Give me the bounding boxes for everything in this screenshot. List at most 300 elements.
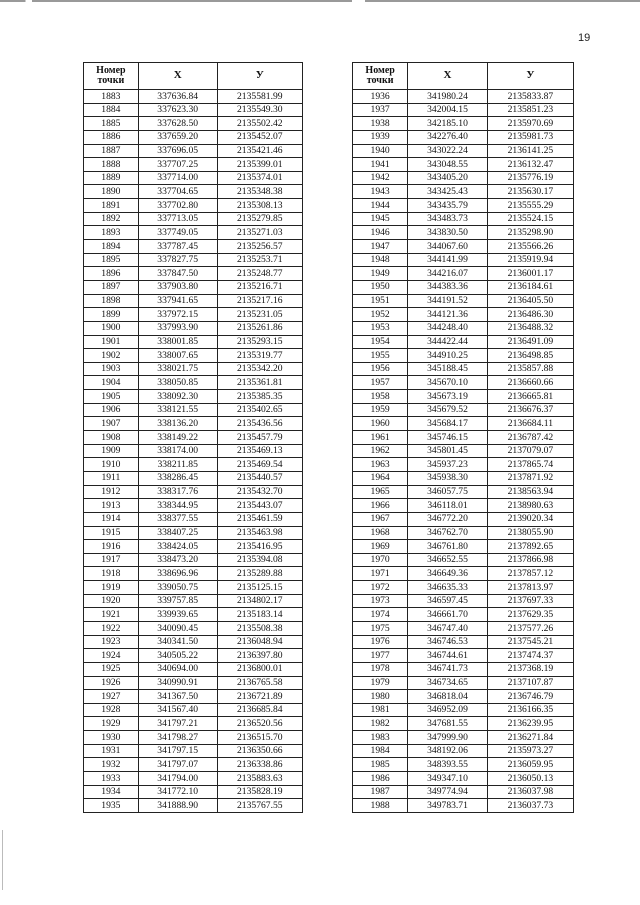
y-coordinate-cell: 2139020.34 (487, 512, 573, 526)
point-number-cell: 1901 (84, 335, 139, 349)
y-coordinate-cell: 2135508.38 (217, 621, 302, 635)
table-row (84, 308, 303, 322)
table-row (353, 158, 574, 172)
y-coordinate-cell: 2136800.01 (217, 662, 302, 676)
table-header-row (353, 63, 574, 90)
x-coordinate-cell: 340990.91 (138, 676, 217, 690)
header-x: Х (408, 63, 488, 90)
x-coordinate-cell: 344067.60 (408, 240, 488, 254)
y-coordinate-cell: 2135457.79 (217, 431, 302, 445)
table-row (353, 103, 574, 117)
point-number-cell: 1983 (353, 731, 408, 745)
point-number-cell: 1985 (353, 758, 408, 772)
point-number-cell: 1961 (353, 431, 408, 445)
x-coordinate-cell: 346661.70 (408, 608, 488, 622)
point-number-cell: 1950 (353, 280, 408, 294)
y-coordinate-cell: 2135293.15 (217, 335, 302, 349)
y-coordinate-cell: 2135549.30 (217, 103, 302, 117)
point-number-cell: 1929 (84, 717, 139, 731)
point-number-cell: 1905 (84, 390, 139, 404)
table-row (84, 662, 303, 676)
point-number-cell: 1893 (84, 226, 139, 240)
point-number-cell: 1974 (353, 608, 408, 622)
table-row (353, 594, 574, 608)
y-coordinate-cell: 2135374.01 (217, 171, 302, 185)
point-number-cell: 1984 (353, 744, 408, 758)
table-row (84, 403, 303, 417)
y-coordinate-cell: 2135469.54 (217, 458, 302, 472)
table-row (353, 417, 574, 431)
table-row (353, 717, 574, 731)
y-coordinate-cell: 2135436.56 (217, 417, 302, 431)
x-coordinate-cell: 339050.75 (138, 581, 217, 595)
x-coordinate-cell: 337636.84 (138, 90, 217, 104)
y-coordinate-cell: 2135981.73 (487, 130, 573, 144)
x-coordinate-cell: 338317.76 (138, 485, 217, 499)
point-number-cell: 1898 (84, 294, 139, 308)
point-number-cell: 1888 (84, 158, 139, 172)
y-coordinate-cell: 2135524.15 (487, 212, 573, 226)
table-row (84, 581, 303, 595)
table-row (353, 308, 574, 322)
table-row (84, 526, 303, 540)
table-row (84, 717, 303, 731)
table-row (84, 594, 303, 608)
x-coordinate-cell: 346762.70 (408, 526, 488, 540)
y-coordinate-cell: 2135566.26 (487, 240, 573, 254)
x-coordinate-cell: 345684.17 (408, 417, 488, 431)
point-number-cell: 1924 (84, 649, 139, 663)
table-row (84, 103, 303, 117)
y-coordinate-cell: 2138980.63 (487, 499, 573, 513)
y-coordinate-cell: 2134802.17 (217, 594, 302, 608)
x-coordinate-cell: 344121.36 (408, 308, 488, 322)
point-number-cell: 1971 (353, 567, 408, 581)
point-number-cell: 1959 (353, 403, 408, 417)
table-row (353, 758, 574, 772)
x-coordinate-cell: 345188.45 (408, 362, 488, 376)
table-row (353, 144, 574, 158)
x-coordinate-cell: 341888.90 (138, 799, 217, 813)
table-row (84, 444, 303, 458)
y-coordinate-cell: 2135289.88 (217, 567, 302, 581)
table-row (84, 458, 303, 472)
header-point-line2: точки (97, 75, 125, 86)
y-coordinate-cell: 2135216.71 (217, 280, 302, 294)
y-coordinate-cell: 2135555.29 (487, 199, 573, 213)
x-coordinate-cell: 344216.07 (408, 267, 488, 281)
y-coordinate-cell: 2136491.09 (487, 335, 573, 349)
point-number-cell: 1964 (353, 471, 408, 485)
point-number-cell: 1969 (353, 540, 408, 554)
x-coordinate-cell: 344248.40 (408, 321, 488, 335)
x-coordinate-cell: 345746.15 (408, 431, 488, 445)
table-row (84, 280, 303, 294)
header-point-line2: точки (366, 75, 394, 86)
x-coordinate-cell: 346818.04 (408, 690, 488, 704)
x-coordinate-cell: 337696.05 (138, 144, 217, 158)
y-coordinate-cell: 2137813.97 (487, 581, 573, 595)
table-row (84, 471, 303, 485)
y-coordinate-cell: 2136271.84 (487, 731, 573, 745)
table-row (353, 199, 574, 213)
point-number-cell: 1918 (84, 567, 139, 581)
point-number-cell: 1975 (353, 621, 408, 635)
table-row (353, 185, 574, 199)
x-coordinate-cell: 348192.06 (408, 744, 488, 758)
table-row (353, 240, 574, 254)
x-coordinate-cell: 337623.30 (138, 103, 217, 117)
point-number-cell: 1900 (84, 321, 139, 335)
table-row (84, 185, 303, 199)
table-row (353, 621, 574, 635)
x-coordinate-cell: 341798.27 (138, 731, 217, 745)
point-number-cell: 1887 (84, 144, 139, 158)
y-coordinate-cell: 2135253.71 (217, 253, 302, 267)
x-coordinate-cell: 346649.36 (408, 567, 488, 581)
y-coordinate-cell: 2135183.14 (217, 608, 302, 622)
table-row (353, 171, 574, 185)
x-coordinate-cell: 337993.90 (138, 321, 217, 335)
y-coordinate-cell: 2135776.19 (487, 171, 573, 185)
table-row (353, 703, 574, 717)
table-row (84, 485, 303, 499)
y-coordinate-cell: 2135402.65 (217, 403, 302, 417)
header-x: Х (138, 63, 217, 90)
y-coordinate-cell: 2135361.81 (217, 376, 302, 390)
header-point-line1: Номер (365, 64, 395, 76)
x-coordinate-cell: 346597.45 (408, 594, 488, 608)
table-row (84, 799, 303, 813)
x-coordinate-cell: 337847.50 (138, 267, 217, 281)
y-coordinate-cell: 2135432.70 (217, 485, 302, 499)
scan-left-edge (2, 830, 3, 890)
table-row (84, 417, 303, 431)
x-coordinate-cell: 349347.10 (408, 772, 488, 786)
x-coordinate-cell: 338092.30 (138, 390, 217, 404)
x-coordinate-cell: 347681.55 (408, 717, 488, 731)
y-coordinate-cell: 2136498.85 (487, 349, 573, 363)
point-number-cell: 1920 (84, 594, 139, 608)
x-coordinate-cell: 346772.20 (408, 512, 488, 526)
table-row (84, 171, 303, 185)
y-coordinate-cell: 2136166.35 (487, 703, 573, 717)
header-point-line1: Номер (96, 64, 126, 76)
x-coordinate-cell: 345938.30 (408, 471, 488, 485)
x-coordinate-cell: 346057.75 (408, 485, 488, 499)
point-number-cell: 1922 (84, 621, 139, 635)
point-number-cell: 1938 (353, 117, 408, 131)
x-coordinate-cell: 337713.05 (138, 212, 217, 226)
table-row (353, 799, 574, 813)
point-number-cell: 1966 (353, 499, 408, 513)
point-number-cell: 1946 (353, 226, 408, 240)
x-coordinate-cell: 338021.75 (138, 362, 217, 376)
x-coordinate-cell: 338007.65 (138, 349, 217, 363)
x-coordinate-cell: 340341.50 (138, 635, 217, 649)
point-number-cell: 1982 (353, 717, 408, 731)
y-coordinate-cell: 2137866.98 (487, 553, 573, 567)
table-row (353, 635, 574, 649)
y-coordinate-cell: 2135970.69 (487, 117, 573, 131)
table-row (353, 553, 574, 567)
y-coordinate-cell: 2135394.08 (217, 553, 302, 567)
table-row (353, 649, 574, 663)
table-row (84, 253, 303, 267)
point-number-cell: 1949 (353, 267, 408, 281)
x-coordinate-cell: 346118.01 (408, 499, 488, 513)
point-number-cell: 1904 (84, 376, 139, 390)
y-coordinate-cell: 2136787.42 (487, 431, 573, 445)
point-number-cell: 1972 (353, 581, 408, 595)
point-number-cell: 1926 (84, 676, 139, 690)
y-coordinate-cell: 2137577.26 (487, 621, 573, 635)
point-number-cell: 1932 (84, 758, 139, 772)
x-coordinate-cell: 338473.20 (138, 553, 217, 567)
x-coordinate-cell: 349774.94 (408, 785, 488, 799)
y-coordinate-cell: 2136001.17 (487, 267, 573, 281)
y-coordinate-cell: 2136520.56 (217, 717, 302, 731)
y-coordinate-cell: 2137368.19 (487, 662, 573, 676)
y-coordinate-cell: 2136338.86 (217, 758, 302, 772)
y-coordinate-cell: 2136184.61 (487, 280, 573, 294)
table-row (84, 731, 303, 745)
point-number-cell: 1910 (84, 458, 139, 472)
y-coordinate-cell: 2135271.03 (217, 226, 302, 240)
table-row (353, 130, 574, 144)
point-number-cell: 1962 (353, 444, 408, 458)
point-number-cell: 1937 (353, 103, 408, 117)
point-number-cell: 1953 (353, 321, 408, 335)
table-header-row (84, 63, 303, 90)
table-row (84, 390, 303, 404)
x-coordinate-cell: 340090.45 (138, 621, 217, 635)
x-coordinate-cell: 337704.65 (138, 185, 217, 199)
table-row (84, 499, 303, 513)
table-row (84, 376, 303, 390)
point-number-cell: 1952 (353, 308, 408, 322)
y-coordinate-cell: 2135279.85 (217, 212, 302, 226)
table-row (84, 362, 303, 376)
x-coordinate-cell: 344383.36 (408, 280, 488, 294)
x-coordinate-cell: 339939.65 (138, 608, 217, 622)
y-coordinate-cell: 2135502.42 (217, 117, 302, 131)
table-row (353, 349, 574, 363)
x-coordinate-cell: 349783.71 (408, 799, 488, 813)
table-row (84, 540, 303, 554)
y-coordinate-cell: 2138563.94 (487, 485, 573, 499)
table-row (353, 526, 574, 540)
point-number-cell: 1892 (84, 212, 139, 226)
y-coordinate-cell: 2137871.92 (487, 471, 573, 485)
table-row (84, 321, 303, 335)
point-number-cell: 1967 (353, 512, 408, 526)
x-coordinate-cell: 343830.50 (408, 226, 488, 240)
x-coordinate-cell: 343022.24 (408, 144, 488, 158)
x-coordinate-cell: 338696.96 (138, 567, 217, 581)
x-coordinate-cell: 338001.85 (138, 335, 217, 349)
point-number-cell: 1894 (84, 240, 139, 254)
header-y: У (487, 63, 573, 90)
x-coordinate-cell: 340694.00 (138, 662, 217, 676)
point-number-cell: 1936 (353, 90, 408, 104)
x-coordinate-cell: 344422.44 (408, 335, 488, 349)
y-coordinate-cell: 2137857.12 (487, 567, 573, 581)
table-row (353, 608, 574, 622)
y-coordinate-cell: 2135630.17 (487, 185, 573, 199)
y-coordinate-cell: 2135416.95 (217, 540, 302, 554)
x-coordinate-cell: 345679.52 (408, 403, 488, 417)
table-row (84, 199, 303, 213)
table-row (353, 458, 574, 472)
y-coordinate-cell: 2135973.27 (487, 744, 573, 758)
y-coordinate-cell: 2135461.59 (217, 512, 302, 526)
y-coordinate-cell: 2136685.84 (217, 703, 302, 717)
scan-top-edge (0, 0, 640, 2)
y-coordinate-cell: 2137865.74 (487, 458, 573, 472)
table-row (353, 676, 574, 690)
table-row (84, 212, 303, 226)
y-coordinate-cell: 2136059.95 (487, 758, 573, 772)
y-coordinate-cell: 2135298.90 (487, 226, 573, 240)
point-number-cell: 1916 (84, 540, 139, 554)
x-coordinate-cell: 338211.85 (138, 458, 217, 472)
y-coordinate-cell: 2136765.58 (217, 676, 302, 690)
point-number-cell: 1965 (353, 485, 408, 499)
table-row (353, 540, 574, 554)
x-coordinate-cell: 345801.45 (408, 444, 488, 458)
point-number-cell: 1895 (84, 253, 139, 267)
point-number-cell: 1956 (353, 362, 408, 376)
y-coordinate-cell: 2135469.13 (217, 444, 302, 458)
table-row (353, 499, 574, 513)
x-coordinate-cell: 338377.55 (138, 512, 217, 526)
table-row (353, 390, 574, 404)
point-number-cell: 1913 (84, 499, 139, 513)
table-row (84, 158, 303, 172)
y-coordinate-cell: 2136048.94 (217, 635, 302, 649)
table-row (84, 744, 303, 758)
point-number-cell: 1939 (353, 130, 408, 144)
point-number-cell: 1928 (84, 703, 139, 717)
table-row (84, 758, 303, 772)
y-coordinate-cell: 2135348.38 (217, 185, 302, 199)
point-number-cell: 1919 (84, 581, 139, 595)
table-row (84, 294, 303, 308)
point-number-cell: 1896 (84, 267, 139, 281)
x-coordinate-cell: 337628.50 (138, 117, 217, 131)
y-coordinate-cell: 2135833.87 (487, 90, 573, 104)
x-coordinate-cell: 337714.00 (138, 171, 217, 185)
point-number-cell: 1907 (84, 417, 139, 431)
coordinates-table-left (83, 62, 303, 813)
point-number-cell: 1947 (353, 240, 408, 254)
point-number-cell: 1908 (84, 431, 139, 445)
x-coordinate-cell: 344141.99 (408, 253, 488, 267)
x-coordinate-cell: 344910.25 (408, 349, 488, 363)
point-number-cell: 1911 (84, 471, 139, 485)
y-coordinate-cell: 2135883.63 (217, 772, 302, 786)
point-number-cell: 1912 (84, 485, 139, 499)
point-number-cell: 1958 (353, 390, 408, 404)
y-coordinate-cell: 2137107.87 (487, 676, 573, 690)
x-coordinate-cell: 342004.15 (408, 103, 488, 117)
x-coordinate-cell: 341567.40 (138, 703, 217, 717)
table-row (84, 567, 303, 581)
table-body-right (353, 90, 574, 813)
table-row (84, 635, 303, 649)
y-coordinate-cell: 2136132.47 (487, 158, 573, 172)
table-row (84, 130, 303, 144)
table-row (353, 321, 574, 335)
table-body-left (84, 90, 303, 813)
x-coordinate-cell: 338136.20 (138, 417, 217, 431)
point-number-cell: 1909 (84, 444, 139, 458)
y-coordinate-cell: 2136746.79 (487, 690, 573, 704)
point-number-cell: 1978 (353, 662, 408, 676)
table-row (353, 362, 574, 376)
y-coordinate-cell: 2136515.70 (217, 731, 302, 745)
y-coordinate-cell: 2135463.98 (217, 526, 302, 540)
y-coordinate-cell: 2136350.66 (217, 744, 302, 758)
y-coordinate-cell: 2136488.32 (487, 321, 573, 335)
point-number-cell: 1883 (84, 90, 139, 104)
y-coordinate-cell: 2136037.73 (487, 799, 573, 813)
table-row (353, 485, 574, 499)
table-row (84, 690, 303, 704)
page-number: 19 (578, 32, 591, 44)
x-coordinate-cell: 342276.40 (408, 130, 488, 144)
point-number-cell: 1963 (353, 458, 408, 472)
y-coordinate-cell: 2136665.81 (487, 390, 573, 404)
x-coordinate-cell: 346761.80 (408, 540, 488, 554)
point-number-cell: 1960 (353, 417, 408, 431)
table-row (84, 349, 303, 363)
table-row (353, 512, 574, 526)
x-coordinate-cell: 338407.25 (138, 526, 217, 540)
x-coordinate-cell: 337659.20 (138, 130, 217, 144)
table-row (84, 144, 303, 158)
table-row (353, 376, 574, 390)
point-number-cell: 1915 (84, 526, 139, 540)
table-row (353, 444, 574, 458)
header-point-number (353, 63, 408, 90)
x-coordinate-cell: 337972.15 (138, 308, 217, 322)
y-coordinate-cell: 2137892.65 (487, 540, 573, 554)
point-number-cell: 1923 (84, 635, 139, 649)
x-coordinate-cell: 343435.79 (408, 199, 488, 213)
point-number-cell: 1957 (353, 376, 408, 390)
point-number-cell: 1884 (84, 103, 139, 117)
x-coordinate-cell: 337702.80 (138, 199, 217, 213)
table-row (84, 785, 303, 799)
table-row (84, 772, 303, 786)
table-row (84, 90, 303, 104)
point-number-cell: 1933 (84, 772, 139, 786)
x-coordinate-cell: 338174.00 (138, 444, 217, 458)
x-coordinate-cell: 342185.10 (408, 117, 488, 131)
x-coordinate-cell: 338149.22 (138, 431, 217, 445)
point-number-cell: 1976 (353, 635, 408, 649)
y-coordinate-cell: 2136660.66 (487, 376, 573, 390)
table-row (84, 226, 303, 240)
table-row (84, 240, 303, 254)
y-coordinate-cell: 2136141.25 (487, 144, 573, 158)
point-number-cell: 1891 (84, 199, 139, 213)
table-row (353, 226, 574, 240)
point-number-cell: 1941 (353, 158, 408, 172)
x-coordinate-cell: 337941.65 (138, 294, 217, 308)
